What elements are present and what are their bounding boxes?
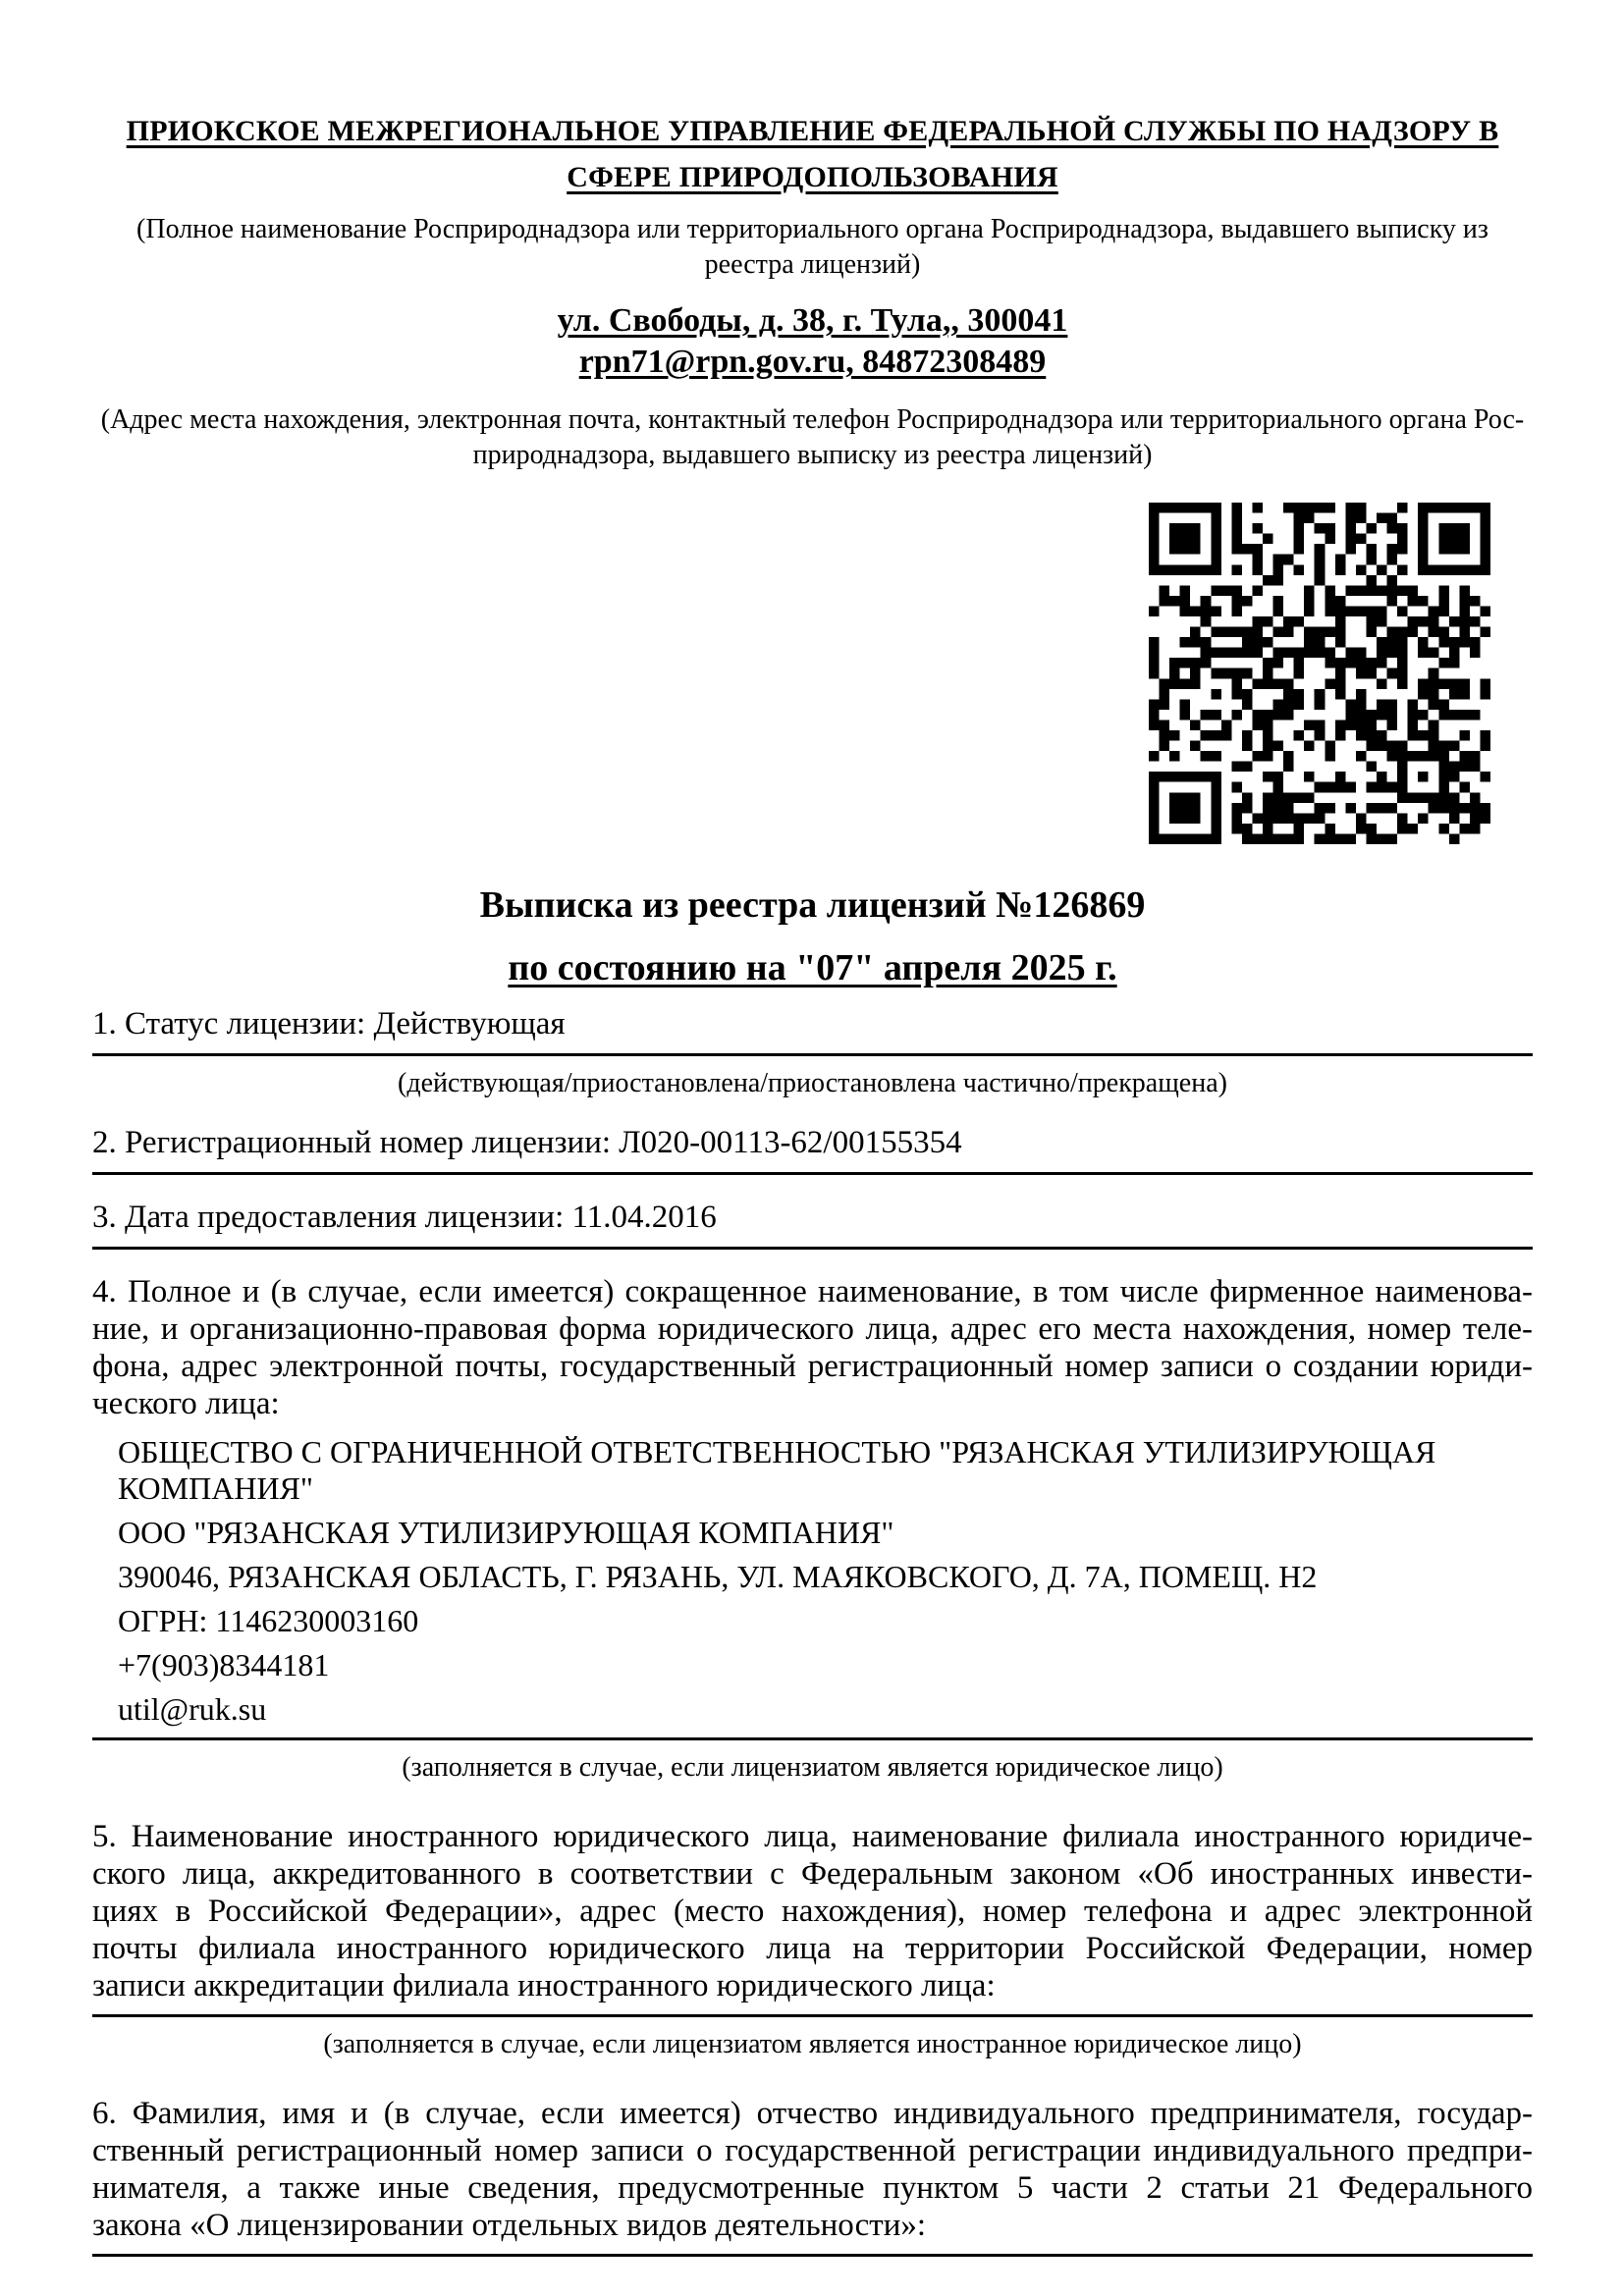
license-status-label: 1. Статус лицензии: bbox=[92, 1006, 366, 1041]
company-phone: +7(903)8344181 bbox=[118, 1647, 330, 1682]
document-content bbox=[92, 0, 1533, 2257]
separator-rule bbox=[92, 1737, 1533, 1740]
license-status-value: Действующая bbox=[373, 1006, 566, 1041]
foreign-entity-caption: (заполняется в случае, если лицензиатом является иностранное юридическое лицо) bbox=[323, 2029, 1302, 2059]
status-options-caption: (действующая/приостановлена/приостановлена частично/прекращена) bbox=[398, 1068, 1227, 1098]
company-ogrn: ОГРН: 1146230003160 bbox=[118, 1603, 419, 1638]
license-status-line bbox=[92, 1005, 1533, 1043]
extract-items bbox=[92, 1005, 1533, 2257]
license-grant-date-value: 11.04.2016 bbox=[571, 1200, 717, 1235]
company-email: util@ruk.su bbox=[118, 1691, 267, 1727]
license-number-line bbox=[92, 1124, 1533, 1162]
qr-code bbox=[1149, 503, 1490, 844]
license-number-label: 2. Регистрационный номер лицензии: bbox=[92, 1125, 612, 1160]
foreign-entity-heading: 5. Наименование иностранного юридического лица, наименование филиала иностранного юридиче- ского лица, аккредитованного в соответствии с Федеральным законом «Об иностранных инвести- циях в Российской Федерации», адрес (место нахождения), номер телефона и адрес электронной почты филиала иностранного юридического лица на территории Российской Федерации, номер записи аккредитации филиала иностранного юридического лица: bbox=[92, 1819, 1533, 2003]
company-short-name: ООО "РЯЗАНСКАЯ УТИЛИЗИРУЮЩАЯ КОМПАНИЯ" bbox=[118, 1515, 894, 1550]
issuer-address: ул. Свободы, д. 38, г. Тула,, 300041 rpn71@rpn.gov.ru, 84872308489 bbox=[557, 302, 1068, 380]
extract-date bbox=[92, 944, 1533, 991]
separator-rule bbox=[92, 1247, 1533, 1250]
issuer-name: ПРИОКСКОЕ МЕЖРЕГИОНАЛЬНОЕ УПРАВЛЕНИЕ ФЕДЕРАЛЬНОЙ СЛУЖБЫ ПО НАДЗОРУ В СФЕРЕ ПРИРОДОПОЛЬЗОВАНИЯ bbox=[126, 115, 1499, 193]
separator-rule bbox=[92, 1053, 1533, 1056]
extract-date-text: по состоянию на "07" апреля 2025 г. bbox=[508, 947, 1117, 988]
license-number-value: Л020-00113-62/00155354 bbox=[619, 1125, 962, 1160]
company-address: 390046, РЯЗАНСКАЯ ОБЛАСТЬ, Г. РЯЗАНЬ, УЛ. МАЯКОВСКОГО, Д. 7А, ПОМЕЩ. Н2 bbox=[118, 1559, 1318, 1594]
separator-rule bbox=[92, 2014, 1533, 2017]
issuer-name-caption: (Полное наименование Росприроднадзора или территориального органа Росприроднадзора, выдавшего выписку из реестра лицензий) bbox=[136, 214, 1488, 280]
license-grant-date-line bbox=[92, 1199, 1533, 1237]
separator-rule bbox=[92, 1172, 1533, 1175]
legal-entity-caption: (заполняется в случае, если лицензиатом является юридическое лицо) bbox=[402, 1752, 1223, 1783]
extract-title: Выписка из реестра лицензий №126869 bbox=[479, 884, 1146, 926]
separator-rule bbox=[92, 2254, 1533, 2257]
legal-entity-details bbox=[92, 1434, 1533, 1728]
legal-entity-heading: 4. Полное и (в случае, если имеется) сокращенное наименование, в том числе фирменное наименова- ние, и организационно-правовая форма юридического лица, адрес его места нахождения, номер теле- фона, адрес электронной почты, государственный регистрационный номер записи о создании юриди- ческого лица: bbox=[92, 1274, 1533, 1421]
entrepreneur-heading: 6. Фамилия, имя и (в случае, если имеется) отчество индивидуального предпринимателя, государ- ственный регистрационный номер записи о государственной регистрации индивидуального предпри- нимателя, а также иные сведения, предусмотренные пунктом 5 части 2 статьи 21 Федерального закона «О лицензировании отдельных видов деятельности»: bbox=[92, 2096, 1533, 2243]
company-full-name: ОБЩЕСТВО С ОГРАНИЧЕННОЙ ОТВЕТСТВЕННОСТЬЮ "РЯЗАНСКАЯ УТИЛИЗИРУЮЩАЯ КОМПАНИЯ" bbox=[118, 1434, 1436, 1506]
issuer-address-caption: (Адрес места нахождения, электронная почта, контактный телефон Росприроднадзора или территориального органа Рос- природнадзора, выдавшего выписку из реестра лицензий) bbox=[100, 404, 1525, 470]
license-grant-date-label: 3. Дата предоставления лицензии: bbox=[92, 1200, 565, 1235]
